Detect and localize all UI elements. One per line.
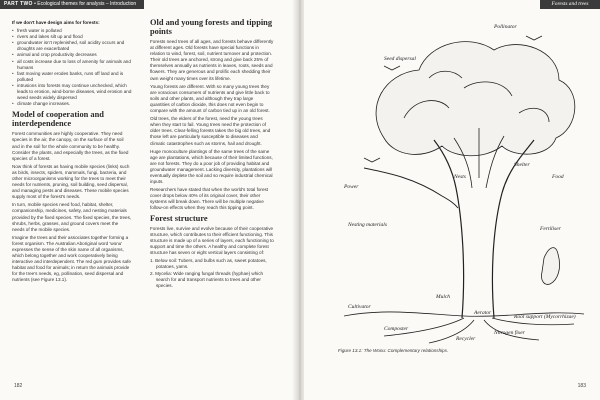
- label-root-support: Root support (Mycorrhizae): [514, 314, 576, 320]
- roots: [384, 318, 574, 343]
- paragraph: Researchers have stated that when the world's total forest cover drops below 40% of its original cover, their other systems will break down. There will be multiple negative follow-on effects when they reach this tipping point.: [150, 187, 269, 211]
- list-item: • intrusions into forests may continue unchecked, which leads to erosion, wind-borne diseases, wind erosion and weed seeds widely dispersed: [12, 83, 132, 101]
- section-heading-cooperation: Model of cooperation and interdependence: [12, 110, 104, 129]
- section-heading-forest-structure: Forest structure: [150, 213, 208, 223]
- side-branch: [364, 168, 458, 208]
- header-part-label: PART TWO: [4, 1, 33, 7]
- page-number-left: 182: [14, 383, 23, 389]
- running-header-left: [0, 0, 144, 9]
- paragraph: Old trees, the elders of the forest, need the young trees when they start to fail. Young trees need the protection of older trees. Clear-felling forests takes the big old trees, and those left are particularly susceptible to diseases and climatic catastrophes such as storms, hail and drought.: [150, 116, 271, 146]
- label-nitrogen-fixer: Nitrogen fixer: [494, 330, 525, 336]
- label-nests: Nests: [454, 174, 466, 180]
- label-fertiliser: Fertiliser: [540, 226, 561, 232]
- label-power: Power: [344, 184, 359, 190]
- list-item: • animal and crop productivity decreases: [12, 52, 132, 58]
- label-mulch: Mulch: [436, 294, 451, 300]
- right-column: [150, 16, 274, 290]
- list-item: 1. Below soil: Tubers, and bulbs such as, sweet potatoes, potatoes, yams.: [150, 258, 267, 270]
- list-item: • groundwater isn't replenished, soil acidity occurs and droughts are exacerbated: [12, 40, 132, 52]
- label-food: Food: [552, 174, 564, 180]
- right-page: [304, 0, 600, 400]
- list-item: • climate change increases.: [12, 101, 132, 107]
- label-shelter: Shelter: [514, 162, 530, 168]
- list-item: • all costs increase due to loss of amenity for animals and humans: [12, 59, 132, 71]
- bullet-lead: If we don't have design aims for forests:: [12, 20, 100, 25]
- paragraph: Forest communities are highly cooperative. They need species in the air, the canopy, on the surface of the soil and in the soil for the whole community to be healthy. Consider the plants, and especially the trees, as the fixed species of a forest.: [12, 131, 129, 161]
- label-recycler: Recycler: [456, 336, 476, 342]
- paragraph: Now think of forests as having mobile species (links) such as birds, insects, spiders, mammals, fungi, bacteria, and other microorganisms working for the trees to meet their needs for nutrients, pruning, soil building, seed dispersal, and managing pests and diseases. These mobile species supply most of the forest's needs.: [12, 163, 130, 200]
- paragraph: In turn, mobile species need food, habitat, shelter, companionship, medicines, safety, and nesting materials provided by the fixed species. The fixed species, the trees, shrubs, herbs, grasses, and ground covers meet the needs of the mobile species.: [12, 202, 132, 232]
- header-section-title: • Ecological themes for analysis – Introduction: [32, 1, 137, 7]
- wonu-illustration: [344, 18, 584, 344]
- tree-drawing: [344, 18, 584, 344]
- list-item: • fast moving water erodes banks, runs off land and is polluted: [12, 71, 132, 83]
- paragraph: Imagine the trees and their associates together forming a forest organism. The Australian Aboriginal word 'wonu' expresses the sense of the skin name of all organisms, which belong together and work cooperatively being interactive and interdependent. The red gum provides safe habitat and food for animals; in return the animals provide for the tree's needs, eg, pollination, seed dispersal and nutrients (see Figure 13.1).: [12, 234, 131, 283]
- label-aerator: Aerator: [474, 310, 492, 316]
- label-cultivator: Cultivator: [348, 304, 371, 310]
- kangaroo-shape: [541, 248, 559, 285]
- list-item: 2. Mycelia: Wide ranging fungal threads (hyphae) which search for and transport nutrients to trees and other species.: [150, 271, 264, 289]
- list-item: • rivers and lakes silt up and flood: [12, 34, 132, 40]
- section-heading-old-young: Old and young forests and tipping points: [150, 18, 273, 36]
- layers-list: [150, 258, 274, 289]
- consequences-list: [12, 28, 132, 107]
- paragraph: Huge monoculture plantings of the same trees of the same age are plantations, which because of their limited functions, are not forests. They do a poor job of providing habitat and groundwater management. Lacking diversity, plantations will eventually deplete the soil and so require industrial chemical inputs.: [150, 148, 273, 185]
- figure-caption: Figure 13.1: The Wonu: Complementary relationships.: [338, 348, 449, 353]
- paragraph: Young forests are different. With so many young trees they are voracious consumers of nutrients and give little back to soils and other plants, and although they trap large quantities of carbon dioxide, this does not even begin to compare with the amount of carbon tied up in an old forest.: [150, 83, 270, 114]
- label-nesting-materials: Nesting materials: [348, 222, 387, 228]
- page-number-right: 183: [577, 383, 586, 389]
- left-page: [0, 0, 296, 400]
- label-pollinator: Pollinator: [494, 24, 517, 30]
- label-seed-dispersal: Seed dispersal: [384, 56, 416, 62]
- paragraph: Forests live, survive and evolve because of their cooperative structure, which contributes to their efficient functioning. This structure is made up of a series of layers, each functioning to support and time the others. A healthy and complete forest structure has seven or eight vertical layers consisting of:: [150, 225, 274, 255]
- paragraph: Forests need trees of all ages, and forests behave differently at different ages. Old forests have special functions in relation to wind, forest, soil, nutrient turnover and protection. Their old trees are anchored, strong and give back 25% of themselves annually as nutrients in leaves, roots, seeds and flowers. They are generous and prolific each shedding their own weight many times over its lifetime.: [150, 39, 274, 81]
- running-header-right: Forests and trees: [540, 0, 600, 9]
- left-column: [12, 20, 132, 286]
- label-composter: Composter: [384, 326, 409, 332]
- list-item: • fresh water is polluted: [12, 28, 132, 34]
